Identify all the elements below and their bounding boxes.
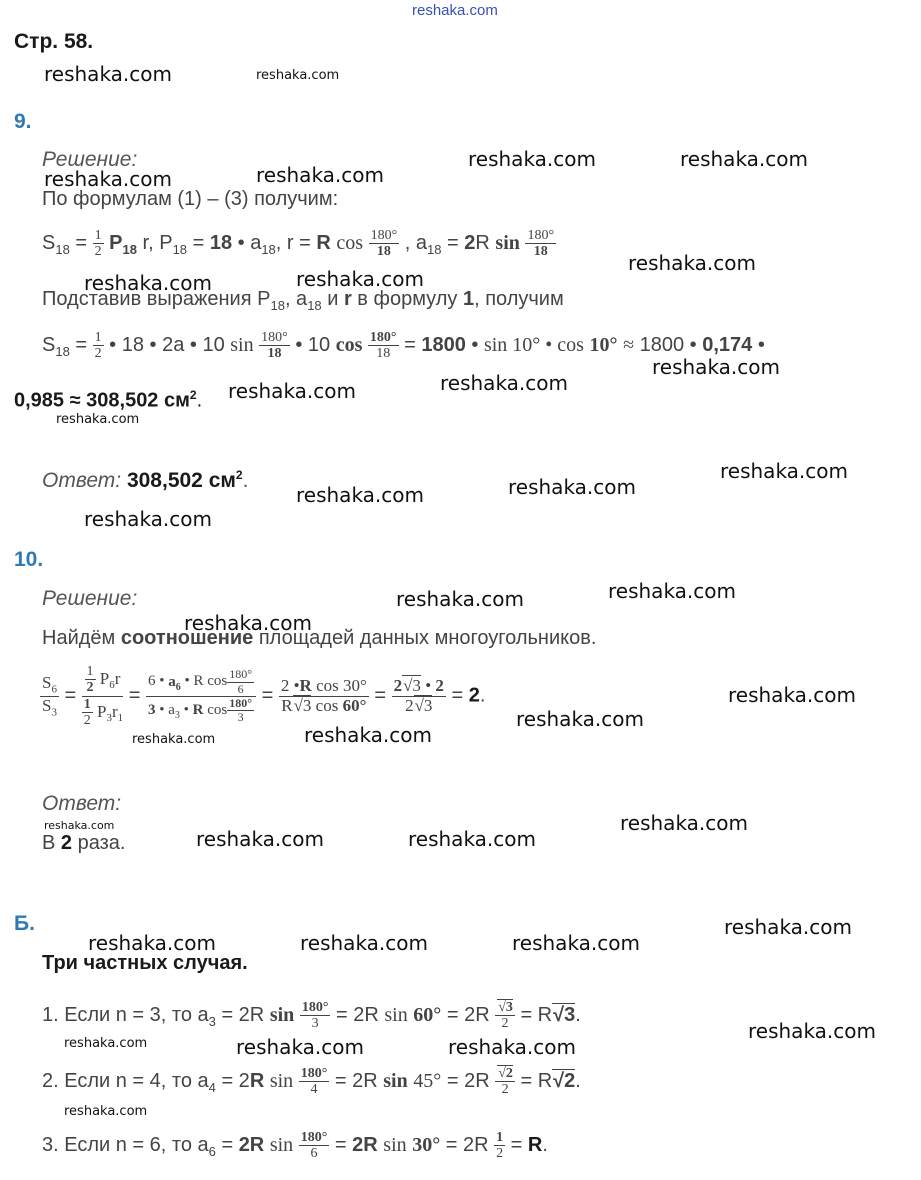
watermark-text[interactable]: reshaka.com [256, 68, 340, 83]
watermark-text[interactable]: reshaka.com [652, 355, 780, 379]
watermark-text[interactable]: reshaka.com [56, 412, 140, 427]
watermark-text[interactable]: reshaka.com [448, 1035, 576, 1059]
case-3-prefix: 3. Если n = 6, то [42, 1134, 192, 1157]
task-b-case-3: 3. Если n = 6, то $a_6 = 2R$ sin $\frac{180^\circ}{6}$ = 2R sin 30° = 2R $\frac{1}{2}$ = R. [42, 1130, 548, 1162]
task-b-heading: Три частных случая. [42, 952, 248, 974]
watermark-text[interactable]: reshaka.com [44, 819, 115, 832]
watermark-text[interactable]: reshaka.com [196, 827, 324, 851]
watermark-text[interactable]: reshaka.com [468, 147, 596, 171]
case-2-prefix: 2. Если n = 4, то [42, 1070, 192, 1093]
task-10-line-1: Найдём соотношение площадей данных многоугольников. [42, 627, 597, 649]
watermark-text[interactable]: reshaka.com [296, 267, 424, 291]
watermark-text[interactable]: reshaka.com [516, 707, 644, 731]
task-10-number: 10. [14, 548, 44, 571]
task-b-number: Б. [14, 912, 35, 935]
task-9-result-tail: 0,985 ≈ 308,502 $см^2$. [14, 388, 203, 412]
watermark-text[interactable]: reshaka.com [44, 62, 172, 86]
task-10-answer-label: Ответ: [42, 792, 122, 815]
task-10-formula: $\frac{S_6}{S_3}$ = $\frac{1}{2}$ $P_6r$ $\frac{1}{2}$ $P_3r_1$ = 6 • $a_6$ • R cos $\frac{180^\circ}{6}$ 3 • $a_3$ • R cos $\frac{180^\circ}{3}$ = $\frac{\text{2 •R cos 30°}}{R√3 \cos 60^\circ}$ = $\frac{2√3 • 2}{2√3}$ = 2. [42, 664, 486, 729]
watermark-text[interactable]: reshaka.com [304, 723, 432, 747]
task-9-line-2: Подставив выражения $P_{18}$, $a_{18}$ и r в формулу 1, получим [42, 288, 564, 313]
watermark-text[interactable]: reshaka.com [396, 587, 524, 611]
watermark-text[interactable]: reshaka.com [88, 931, 216, 955]
task-9-number: 9. [14, 110, 32, 133]
page-title: Стр. 58. [14, 30, 94, 53]
watermark-text[interactable]: reshaka.com [296, 483, 424, 507]
watermark-text[interactable]: reshaka.com [680, 147, 808, 171]
watermark-text[interactable]: reshaka.com [84, 507, 212, 531]
watermark-text[interactable]: reshaka.com [64, 1036, 148, 1051]
watermark-text[interactable]: reshaka.com [728, 683, 856, 707]
watermark-text[interactable]: reshaka.com [512, 931, 640, 955]
watermark-text[interactable]: reshaka.com [184, 611, 312, 635]
watermark-text[interactable]: reshaka.com [628, 251, 756, 275]
top-watermark[interactable]: reshaka.com [412, 2, 498, 19]
task-10-answer-value: В 2 раза. [42, 832, 126, 854]
task-9-formula-2: $S_{18}$ = $\frac{1}{2}$ • 18 • 2a • 10 sin $\frac{180^\circ}{18}$ • 10 cos $\frac{180^\circ}{18}$ = 1800 • sin 10° • cos 10° ≈ 1800 • 0,174 • [42, 330, 765, 362]
watermark-text[interactable]: reshaka.com [620, 811, 748, 835]
task-10-solution-label: Решение: [42, 587, 138, 610]
watermark-text[interactable]: reshaka.com [84, 271, 212, 295]
watermark-text[interactable]: reshaka.com [132, 732, 216, 747]
case-1-prefix: 1. Если n = 3, то [42, 1004, 192, 1027]
watermark-text[interactable]: reshaka.com [720, 459, 848, 483]
watermark-text[interactable]: reshaka.com [256, 163, 384, 187]
watermark-text[interactable]: reshaka.com [748, 1019, 876, 1043]
task-b-case-1: 1. Если n = 3, то $a_3 = 2R$ sin $\frac{180^\circ}{3}$ = 2R sin 60° = 2R $\frac{√3}{2}$ = R√3. [42, 1000, 581, 1032]
task-b-case-2: 2. Если n = 4, то $a_4 = 2R$ sin $\frac{180^\circ}{4}$ = 2R sin 45° = 2R $\frac{√2}{2}$ = R√2. [42, 1066, 581, 1098]
watermark-text[interactable]: reshaka.com [508, 475, 636, 499]
task-9-solution-label: Решение: [42, 148, 138, 171]
watermark-text[interactable]: reshaka.com [236, 1035, 364, 1059]
watermark-text[interactable]: reshaka.com [228, 379, 356, 403]
task-9-formula-1: $S_{18}$ = $\frac{1}{2}$ $P_{18}$ r, $P_{18} = 18$ • $a_{18}$, r = R cos $\frac{180^\circ}{18}$ , $a_{18} = 2R$ sin $\frac{180^\circ}{18}$ [42, 228, 555, 260]
watermark-text[interactable]: reshaka.com [440, 371, 568, 395]
watermark-text[interactable]: reshaka.com [608, 579, 736, 603]
watermark-text[interactable]: reshaka.com [300, 931, 428, 955]
watermark-text[interactable]: reshaka.com [408, 827, 536, 851]
watermark-text[interactable]: reshaka.com [64, 1104, 148, 1119]
task-9-line-1: По формулам (1) – (3) получим: [42, 188, 339, 210]
watermark-text[interactable]: reshaka.com [724, 915, 852, 939]
task-9-answer: Ответ: 308,502 $см^2$. [42, 468, 249, 492]
task-9-answer-label: Ответ: [42, 469, 122, 492]
watermark-text[interactable]: reshaka.com [44, 167, 172, 191]
